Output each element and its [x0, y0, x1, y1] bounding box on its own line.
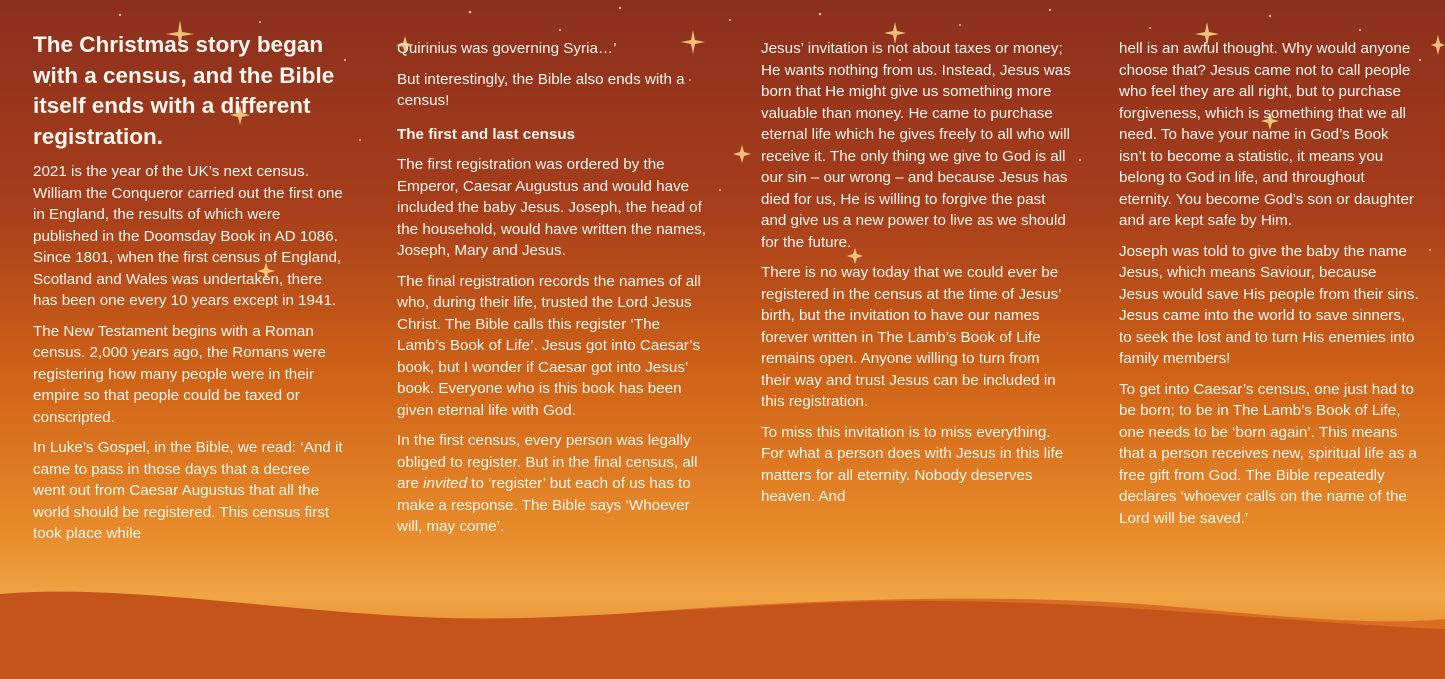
- column-4: [1119, 38, 1419, 538]
- paragraph: Joseph was told to give the baby the name Jesus, which means Saviour, because Jesus would save His people from their sins. Jesus came into the world to save sinners, to seek the lost and to turn His enemies into family members!: [1119, 242, 1419, 367]
- paragraph: 2021 is the year of the UK’s next census. William the Conqueror carried out the first one in England, the results of which were published in the Doomsday Book in AD 1086. Since 1801, when the first census of England, Scotland and Wales was undertaken, there has been one every 10 years except in 1941.: [33, 163, 343, 309]
- hill-front: [0, 592, 1445, 679]
- subheading: The first and last census: [397, 125, 576, 143]
- emphasis-text: invited: [423, 475, 468, 492]
- paragraph: The New Testament begins with a Roman census. 2,000 years ago, the Romans were registering how many people were in their empire so that people could be taxed or conscripted.: [33, 322, 326, 426]
- paragraph: But interestingly, the Bible also ends with a census!: [397, 70, 685, 109]
- headline: The Christmas story began with a census, and the Bible itself ends with a different registration.: [33, 32, 335, 149]
- paragraph: To miss this invitation is to miss everything. For what a person does with Jesus in this life matters for all eternity. Nobody deserves heaven. And: [761, 423, 1064, 505]
- paragraph: In Luke’s Gospel, in the Bible, we read: ‘And it came to pass in those days that a decree went out from Caesar Augustus that all the world should be registered. This census first took place while: [33, 439, 343, 542]
- paragraph-text: In the first census, every person was legally obliged to register. But in the final census, all are: [397, 432, 698, 492]
- paragraph-text: to ‘register’ but each of us has to make a response. The Bible says ‘Whoever will, may come’.: [397, 475, 691, 535]
- paragraph: Quirinius was governing Syria…’: [397, 40, 617, 57]
- column-1: [33, 30, 343, 554]
- paragraph: hell is an awful thought. Why would anyone choose that? Jesus came not to call people who feel they are all right, but to purchase forgiveness, which is something that we all need. To have your name in God’s Book isn’t to become a statistic, it means you belong to God in life, and throughout eternity. You become God’s son or daughter and are kept safe by Him.: [1119, 40, 1414, 229]
- paragraph: The final registration records the names of all who, during their life, trusted the Lord Jesus Christ. The Bible calls this register ‘The Lamb’s Book of Life’. Jesus got into Caesar’s book, but I wonder if Caesar got into Jesus’ book. Everyone who is this book has been given eternal life with God.: [397, 272, 701, 419]
- paragraph: [397, 430, 707, 538]
- desert-hills: [0, 579, 1445, 679]
- paragraph: The first registration was ordered by the Emperor, Caesar Augustus and would have included the baby Jesus. Joseph, the head of the household, would have written the names, Joseph, Mary and Jesus.: [397, 156, 707, 259]
- paragraph: Jesus’ invitation is not about taxes or money; He wants nothing from us. Instead, Jesus was born that He might give us something more valuable than money. He came to purchase eternal life which he gives freely to all who will receive it. The only thing we give to God is all our sin – our wrong – and because Jesus has died for us, He is willing to forgive the past and give us a new power to live as we should for the future.: [761, 40, 1071, 251]
- column-2: [397, 38, 707, 547]
- column-3: [761, 38, 1071, 517]
- paragraph: To get into Caesar’s census, one just had to be born; to be in The Lamb’s Book of Life, one needs to be ‘born again’. This means that a person receives new, spiritual life as a free gift from God. The Bible repeatedly declares ‘whoever calls on the name of the Lord will be saved.’: [1119, 380, 1418, 527]
- paragraph: There is no way today that we could ever be registered in the census at the time of Jesus’ birth, but the invitation to have our names forever written in The Lamb’s Book of Life remains open. Anyone willing to turn from their way and trust Jesus can be included in this registration.: [761, 264, 1061, 410]
